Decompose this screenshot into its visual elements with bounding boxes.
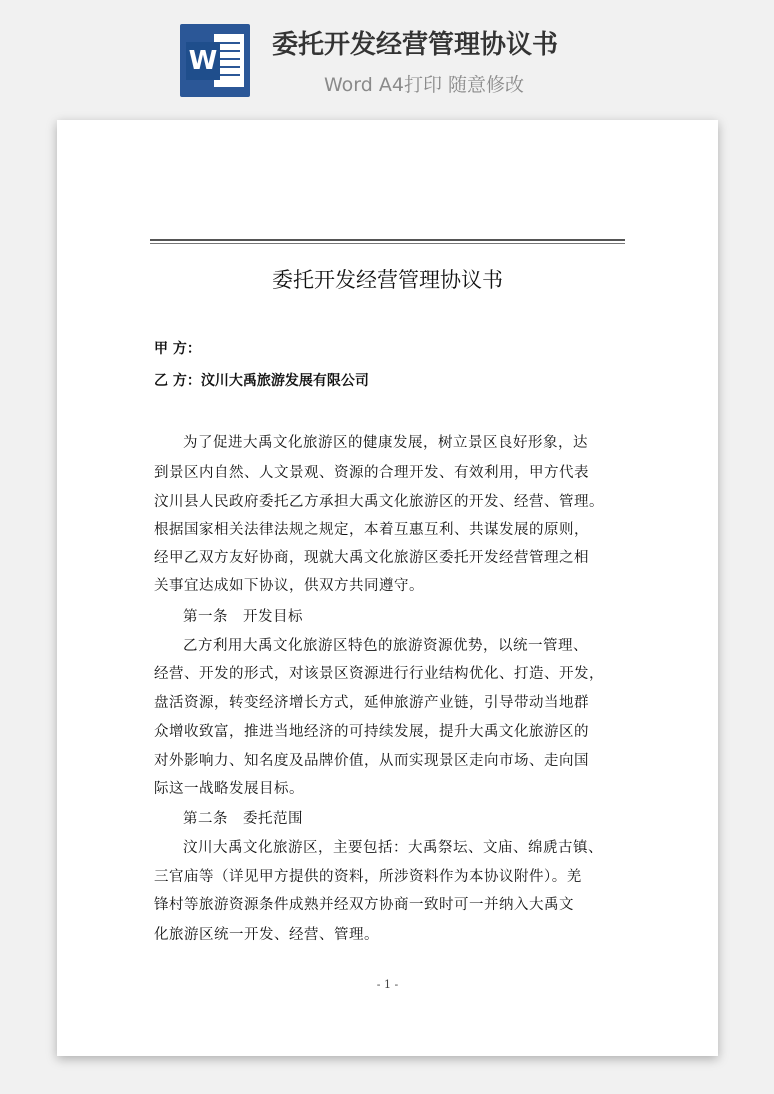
header-banner	[0, 0, 774, 110]
banner-subtitle: Word A4打印 随意修改	[324, 74, 525, 96]
banner-title: 委托开发经营管理协议书	[272, 30, 559, 60]
paragraph-line: 锋村等旅游资源条件成熟并经双方协商一致时可一并纳入大禹文	[154, 897, 574, 913]
paragraph-line: 为了促进大禹文化旅游区的健康发展，树立景区良好形象，达	[183, 435, 588, 451]
page-number: - 1 -	[376, 978, 399, 991]
paragraph-line: 对外影响力、知名度及品牌价值，从而实现景区走向市场、走向国	[154, 753, 589, 769]
paragraph-line: 三官庙等（详见甲方提供的资料，所涉资料作为本协议附件）。羌	[154, 869, 582, 885]
title-rule-bottom	[150, 243, 625, 244]
party-b-line	[154, 370, 369, 390]
paragraph-line: 经营、开发的形式，对该景区资源进行行业结构优化、打造、开发，	[154, 666, 604, 682]
paragraph-line: 根据国家相关法律法规之规定，本着互惠互利、共谋发展的原则，	[154, 522, 589, 538]
article-2-heading: 第二条 委托范围	[183, 811, 303, 827]
word-app-icon	[180, 24, 250, 97]
document-title: 委托开发经营管理协议书	[272, 268, 503, 292]
paragraph-line: 汶川县人民政府委托乙方承担大禹文化旅游区的开发、经营、管理。	[154, 494, 604, 510]
party-b-label: 乙 方：	[154, 373, 201, 389]
document-page	[57, 120, 718, 1056]
paragraph-line: 化旅游区统一开发、经营、管理。	[154, 927, 379, 943]
paragraph-line: 汶川大禹文化旅游区，主要包括：大禹祭坛、文庙、绵虒古镇、	[183, 840, 603, 856]
paragraph-line: 众增收致富，推进当地经济的可持续发展，提升大禹文化旅游区的	[154, 724, 589, 740]
party-a-label: 甲 方：	[154, 341, 201, 357]
title-rule-top	[150, 239, 625, 241]
paragraph-line: 盘活资源，转变经济增长方式，延伸旅游产业链，引导带动当地群	[154, 695, 589, 711]
word-icon-letter: W	[186, 42, 220, 80]
paragraph-line: 乙方利用大禹文化旅游区特色的旅游资源优势，以统一管理、	[183, 638, 588, 654]
party-b-value: 汶川大禹旅游发展有限公司	[200, 373, 369, 389]
paragraph-line: 到景区内自然、人文景观、资源的合理开发、有效利用，甲方代表	[154, 465, 589, 481]
paragraph-line: 际这一战略发展目标。	[154, 781, 304, 797]
party-a-line	[154, 338, 201, 358]
article-1-heading: 第一条 开发目标	[183, 609, 303, 625]
paragraph-line: 经甲乙双方友好协商，现就大禹文化旅游区委托开发经营管理之相	[154, 550, 589, 566]
paragraph-line: 关事宜达成如下协议，供双方共同遵守。	[154, 578, 424, 594]
